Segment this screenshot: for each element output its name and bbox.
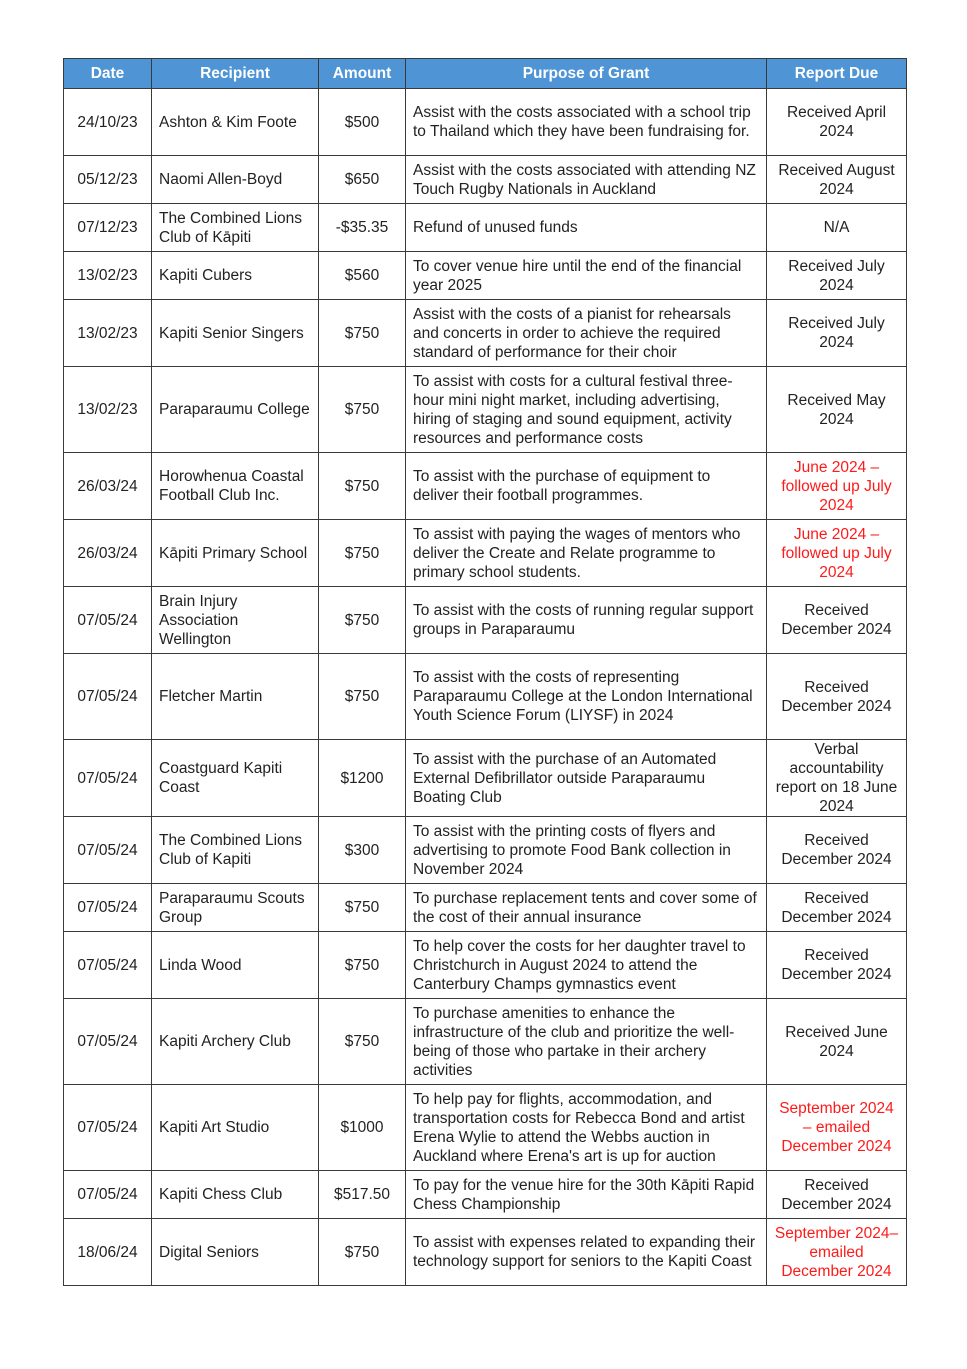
cell-purpose: To assist with expenses related to expanding their technology support for seniors to the Kapiti Coast bbox=[406, 1219, 767, 1286]
table-row bbox=[64, 300, 907, 367]
cell-date: 07/05/24 bbox=[64, 1171, 152, 1219]
cell-amount: $750 bbox=[319, 654, 406, 740]
cell-recipient: Kāpiti Primary School bbox=[152, 520, 319, 587]
header-recipient: Recipient bbox=[152, 59, 319, 89]
table-row bbox=[64, 252, 907, 300]
cell-amount: $517.50 bbox=[319, 1171, 406, 1219]
cell-report-due: Received December 2024 bbox=[767, 884, 907, 932]
grants-table bbox=[63, 58, 907, 1286]
cell-purpose: To pay for the venue hire for the 30th Kāpiti Rapid Chess Championship bbox=[406, 1171, 767, 1219]
cell-purpose: To assist with the costs of representing Paraparaumu College at the London International Youth Science Forum (LIYSF) in 2024 bbox=[406, 654, 767, 740]
cell-date: 07/05/24 bbox=[64, 587, 152, 654]
cell-purpose: To assist with the purchase of an Automated External Defibrillator outside Paraparaumu Boating Club bbox=[406, 740, 767, 817]
cell-date: 13/02/23 bbox=[64, 300, 152, 367]
cell-recipient: Digital Seniors bbox=[152, 1219, 319, 1286]
cell-purpose: To help pay for flights, accommodation, and transportation costs for Rebecca Bond and artist Erena Wylie to attend the Webbs auction in Auckland where Erena's art is up for auction bbox=[406, 1085, 767, 1171]
cell-purpose: Assist with the costs of a pianist for rehearsals and concerts in order to achieve the required standard of performance for their choir bbox=[406, 300, 767, 367]
cell-report-due: Received December 2024 bbox=[767, 817, 907, 884]
cell-recipient: Kapiti Senior Singers bbox=[152, 300, 319, 367]
cell-amount: $750 bbox=[319, 453, 406, 520]
cell-purpose: To purchase amenities to enhance the infrastructure of the club and prioritize the well-being of those who partake in their archery activities bbox=[406, 999, 767, 1085]
cell-recipient: Paraparaumu College bbox=[152, 367, 319, 453]
cell-purpose: To assist with paying the wages of mentors who deliver the Create and Relate programme to primary school students. bbox=[406, 520, 767, 587]
cell-amount: $750 bbox=[319, 367, 406, 453]
cell-amount: $1000 bbox=[319, 1085, 406, 1171]
cell-purpose: Assist with the costs associated with attending NZ Touch Rugby Nationals in Auckland bbox=[406, 156, 767, 204]
cell-recipient: Fletcher Martin bbox=[152, 654, 319, 740]
cell-purpose: Assist with the costs associated with a school trip to Thailand which they have been fundraising for. bbox=[406, 89, 767, 156]
cell-amount: $500 bbox=[319, 89, 406, 156]
cell-purpose: To help cover the costs for her daughter travel to Christchurch in August 2024 to attend the Canterbury Champs gymnastics event bbox=[406, 932, 767, 999]
table-row bbox=[64, 1171, 907, 1219]
cell-date: 07/05/24 bbox=[64, 999, 152, 1085]
cell-report-due: Received December 2024 bbox=[767, 587, 907, 654]
cell-amount: $750 bbox=[319, 300, 406, 367]
table-row bbox=[64, 654, 907, 740]
table-row bbox=[64, 1219, 907, 1286]
cell-recipient: Coastguard Kapiti Coast bbox=[152, 740, 319, 817]
table-row bbox=[64, 884, 907, 932]
cell-amount: $750 bbox=[319, 999, 406, 1085]
table-row bbox=[64, 367, 907, 453]
cell-report-due: N/A bbox=[767, 204, 907, 252]
cell-date: 18/06/24 bbox=[64, 1219, 152, 1286]
cell-report-due: Received July 2024 bbox=[767, 300, 907, 367]
header-amount: Amount bbox=[319, 59, 406, 89]
header-date: Date bbox=[64, 59, 152, 89]
cell-amount: $750 bbox=[319, 520, 406, 587]
cell-recipient: Ashton & Kim Foote bbox=[152, 89, 319, 156]
header-purpose: Purpose of Grant bbox=[406, 59, 767, 89]
cell-purpose: To assist with costs for a cultural festival three-hour mini night market, including advertising, hiring of staging and sound equipment, activity resources and performance costs bbox=[406, 367, 767, 453]
table-body bbox=[64, 89, 907, 1286]
header-report-due: Report Due bbox=[767, 59, 907, 89]
cell-purpose: To assist with the costs of running regular support groups in Paraparaumu bbox=[406, 587, 767, 654]
cell-recipient: Linda Wood bbox=[152, 932, 319, 999]
cell-amount: $560 bbox=[319, 252, 406, 300]
cell-recipient: Kapiti Cubers bbox=[152, 252, 319, 300]
table-row bbox=[64, 204, 907, 252]
cell-purpose: To purchase replacement tents and cover some of the cost of their annual insurance bbox=[406, 884, 767, 932]
cell-report-due: Verbal accountability report on 18 June 2024 bbox=[767, 740, 907, 817]
cell-amount: -$35.35 bbox=[319, 204, 406, 252]
cell-date: 26/03/24 bbox=[64, 520, 152, 587]
cell-date: 07/05/24 bbox=[64, 1085, 152, 1171]
cell-amount: $300 bbox=[319, 817, 406, 884]
cell-recipient: Kapiti Art Studio bbox=[152, 1085, 319, 1171]
cell-report-due: Received June 2024 bbox=[767, 999, 907, 1085]
cell-report-due: Received December 2024 bbox=[767, 654, 907, 740]
cell-date: 07/12/23 bbox=[64, 204, 152, 252]
cell-amount: $1200 bbox=[319, 740, 406, 817]
cell-report-due: September 2024 – emailed December 2024 bbox=[767, 1085, 907, 1171]
cell-report-due: Received August 2024 bbox=[767, 156, 907, 204]
cell-recipient: The Combined Lions Club of Kāpiti bbox=[152, 204, 319, 252]
cell-date: 07/05/24 bbox=[64, 932, 152, 999]
table-row bbox=[64, 1085, 907, 1171]
table-row bbox=[64, 817, 907, 884]
cell-report-due: Received December 2024 bbox=[767, 932, 907, 999]
header-row bbox=[64, 59, 907, 89]
cell-date: 07/05/24 bbox=[64, 884, 152, 932]
cell-recipient: The Combined Lions Club of Kapiti bbox=[152, 817, 319, 884]
cell-recipient: Brain Injury Association Wellington bbox=[152, 587, 319, 654]
cell-report-due: September 2024– emailed December 2024 bbox=[767, 1219, 907, 1286]
cell-report-due: June 2024 – followed up July 2024 bbox=[767, 453, 907, 520]
table-row bbox=[64, 932, 907, 999]
cell-amount: $750 bbox=[319, 884, 406, 932]
cell-date: 07/05/24 bbox=[64, 817, 152, 884]
table-row bbox=[64, 520, 907, 587]
table-row bbox=[64, 740, 907, 817]
cell-report-due: Received May 2024 bbox=[767, 367, 907, 453]
table-row bbox=[64, 156, 907, 204]
table-row bbox=[64, 89, 907, 156]
cell-amount: $750 bbox=[319, 932, 406, 999]
cell-amount: $750 bbox=[319, 587, 406, 654]
cell-date: 24/10/23 bbox=[64, 89, 152, 156]
cell-recipient: Naomi Allen-Boyd bbox=[152, 156, 319, 204]
cell-purpose: To assist with the purchase of equipment to deliver their football programmes. bbox=[406, 453, 767, 520]
cell-report-due: Received December 2024 bbox=[767, 1171, 907, 1219]
cell-report-due: Received July 2024 bbox=[767, 252, 907, 300]
cell-amount: $650 bbox=[319, 156, 406, 204]
cell-recipient: Kapiti Archery Club bbox=[152, 999, 319, 1085]
cell-date: 07/05/24 bbox=[64, 740, 152, 817]
cell-date: 07/05/24 bbox=[64, 654, 152, 740]
table-row bbox=[64, 587, 907, 654]
cell-date: 05/12/23 bbox=[64, 156, 152, 204]
table-row bbox=[64, 453, 907, 520]
cell-date: 26/03/24 bbox=[64, 453, 152, 520]
cell-purpose: To cover venue hire until the end of the financial year 2025 bbox=[406, 252, 767, 300]
cell-recipient: Kapiti Chess Club bbox=[152, 1171, 319, 1219]
cell-report-due: June 2024 – followed up July 2024 bbox=[767, 520, 907, 587]
cell-report-due: Received April 2024 bbox=[767, 89, 907, 156]
cell-date: 13/02/23 bbox=[64, 252, 152, 300]
cell-recipient: Paraparaumu Scouts Group bbox=[152, 884, 319, 932]
cell-purpose: To assist with the printing costs of flyers and advertising to promote Food Bank collection in November 2024 bbox=[406, 817, 767, 884]
cell-recipient: Horowhenua Coastal Football Club Inc. bbox=[152, 453, 319, 520]
cell-amount: $750 bbox=[319, 1219, 406, 1286]
cell-purpose: Refund of unused funds bbox=[406, 204, 767, 252]
cell-date: 13/02/23 bbox=[64, 367, 152, 453]
table-row bbox=[64, 999, 907, 1085]
